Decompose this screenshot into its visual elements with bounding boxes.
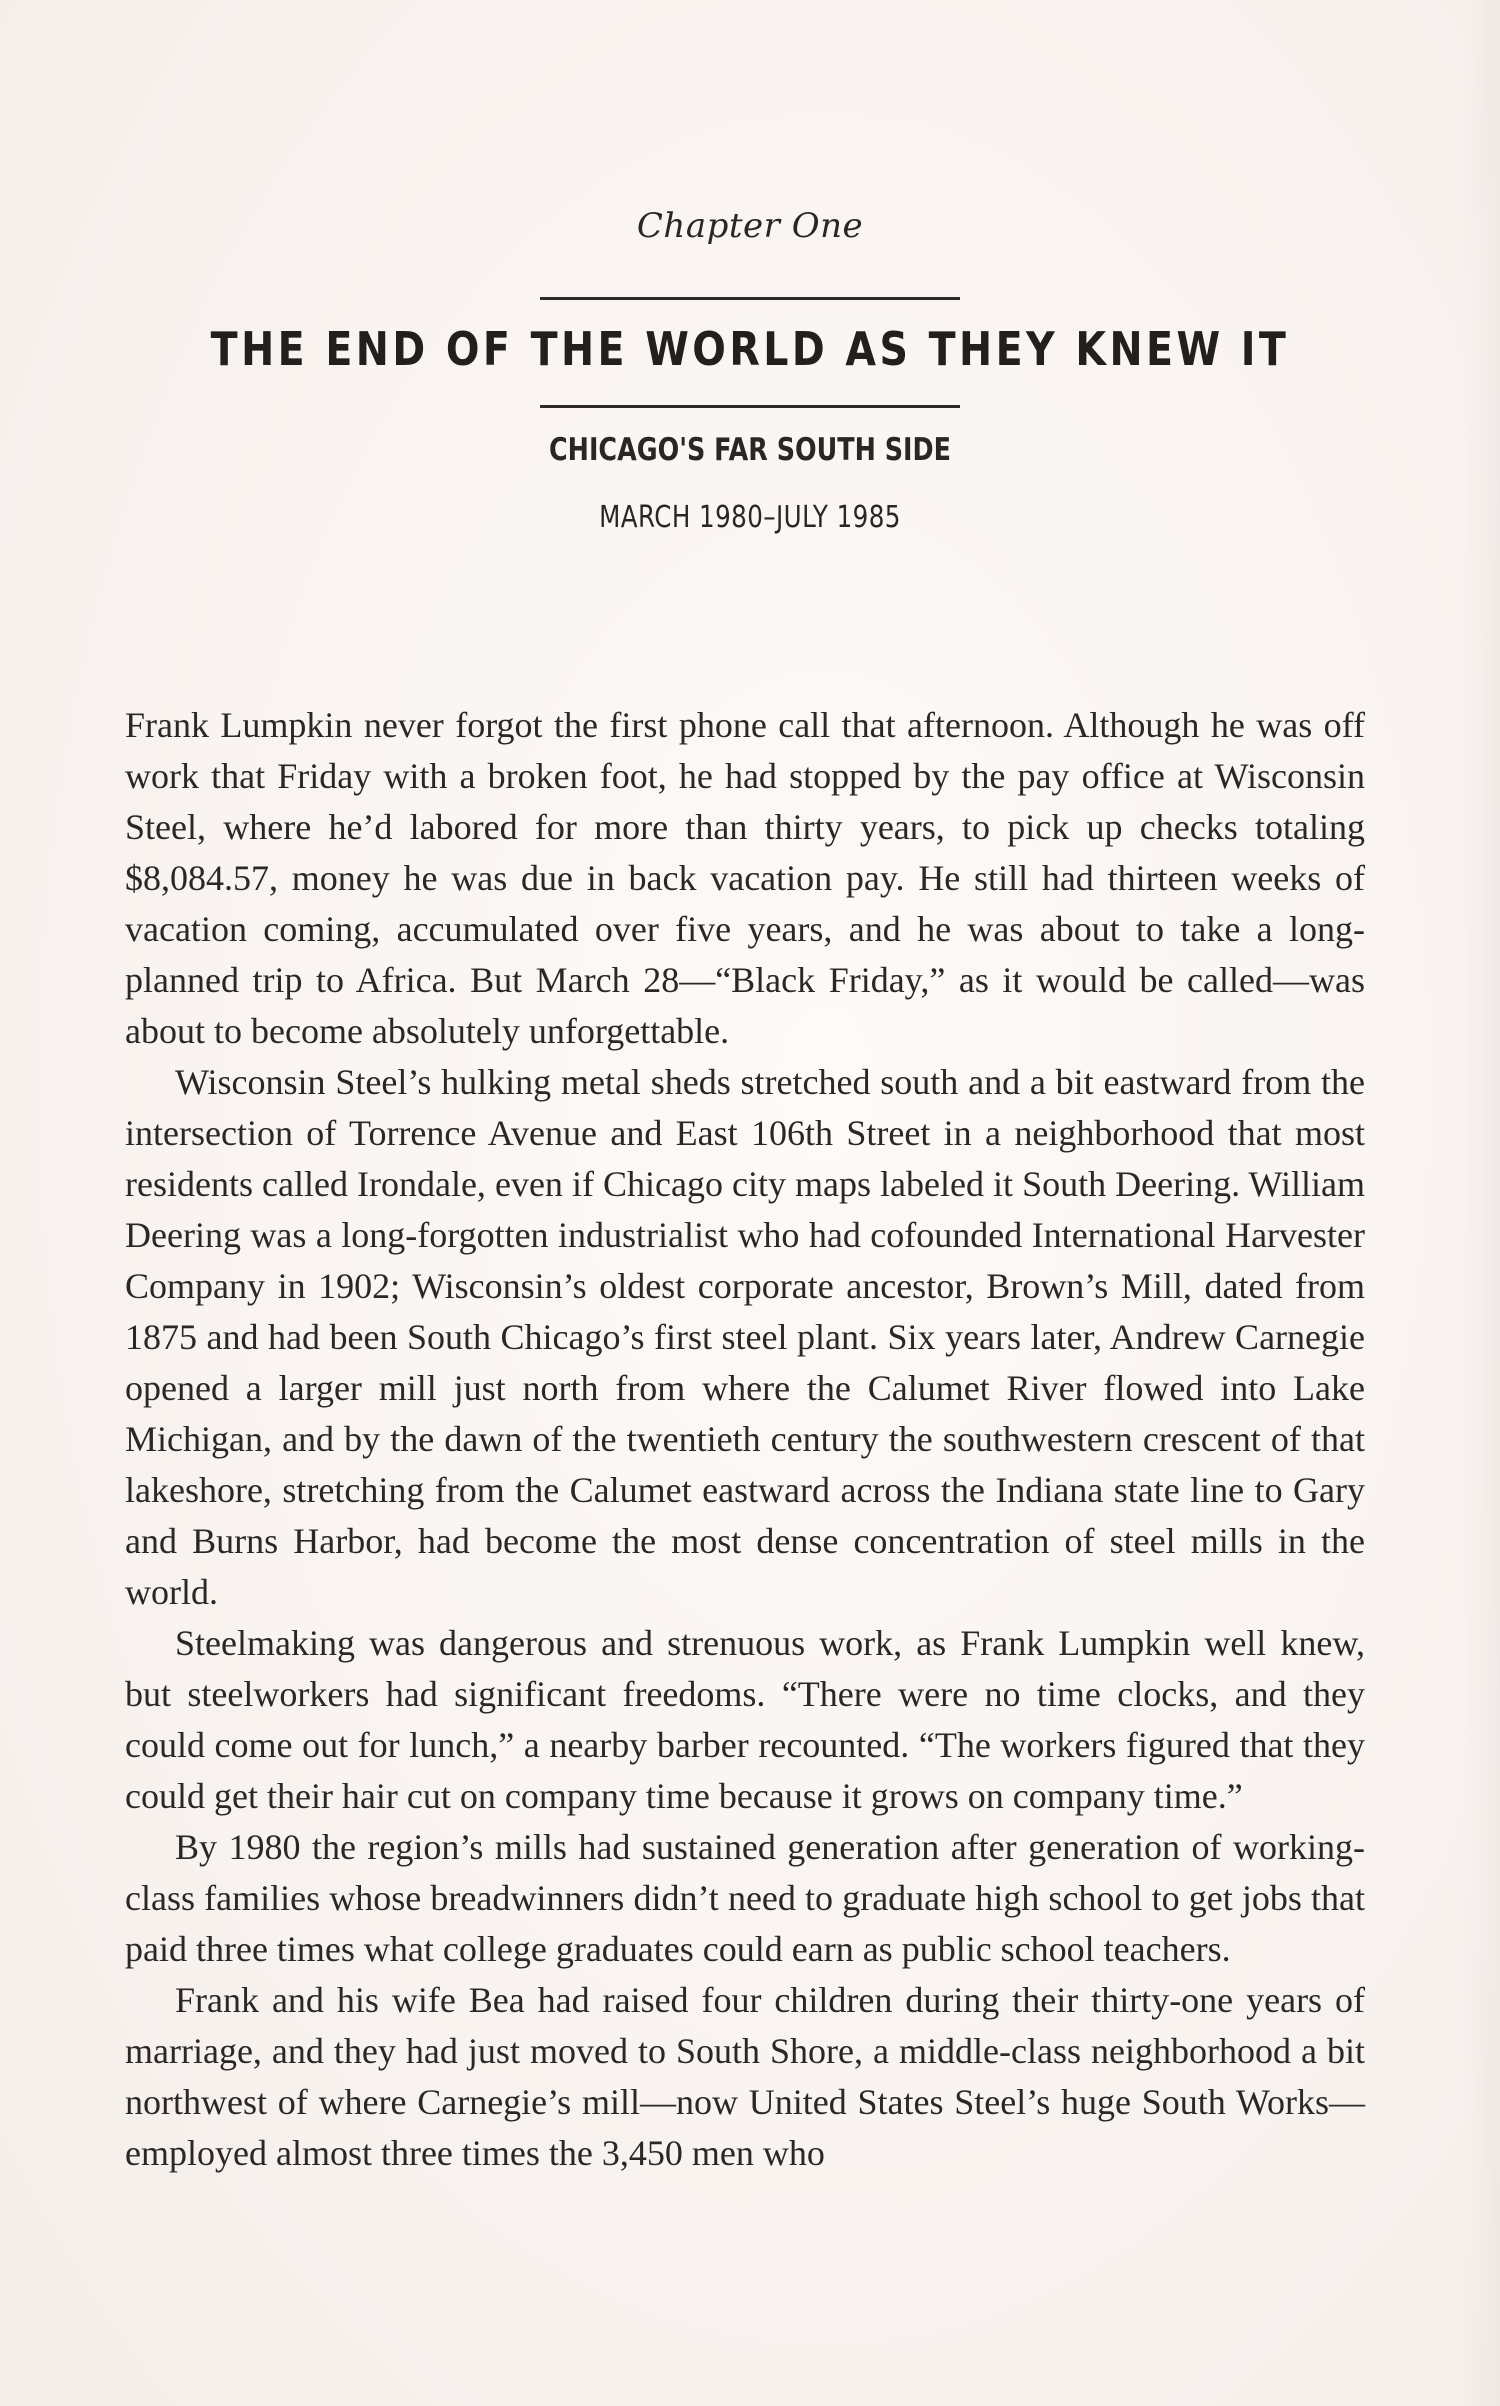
paragraph-1: Frank Lumpkin never forgot the first phone call that afternoon. Although he was off work that Friday with a broken foot, he had stopped by the pay office at Wisconsin Steel, where he’d labored for more than thirty years, to pick up checks totaling $8,084.57, money he was due in back vacation pay. He still had thirteen weeks of vacation coming, accumulated over five years, and he was about to take a long-planned trip to Africa. But March 28—“Black Friday,” as it would be called—was about to become absolutely unforgettable. [125, 705, 1365, 1051]
paragraph-4: By 1980 the region’s mills had sustained generation after generation of working-class families whose breadwinners didn’t need to graduate high school to get jobs that paid three times what college graduates could earn as public school teachers. [125, 1827, 1365, 1969]
chapter-location: CHICAGO'S FAR SOUTH SIDE [549, 432, 951, 468]
paragraph-3: Steelmaking was dangerous and strenuous work, as Frank Lumpkin well knew, but steelworkers had significant freedoms. “There were no time clocks, and they could come out for lunch,” a nearby barber recounted. “The workers figured that they could get their hair cut on company time because it grows on company time.” [125, 1623, 1365, 1816]
page-edge-shadow [1460, 0, 1500, 2406]
paragraph-5: Frank and his wife Bea had raised four children during their thirty-one years of marriage, and they had just moved to South Shore, a middle-class neighborhood a bit northwest of where Carnegie’s mill—now United States Steel’s huge South Works—employed almost three times the 3,450 men who [125, 1980, 1365, 2173]
chapter-label: Chapter One [636, 206, 864, 246]
chapter-dates: MARCH 1980–JULY 1985 [599, 500, 901, 535]
body-text [125, 700, 1365, 2179]
chapter-title: THE END OF THE WORLD AS THEY KNEW IT [210, 322, 1290, 376]
paragraph-2: Wisconsin Steel’s hulking metal sheds stretched south and a bit eastward from the intersection of Torrence Avenue and East 106th Street in a neighborhood that most residents called Irondale, even if Chicago city maps labeled it South Deering. William Deering was a long-forgotten industrialist who had cofounded International Harvester Company in 1902; Wisconsin’s oldest corporate ancestor, Brown’s Mill, dated from 1875 and had been South Chicago’s first steel plant. Six years later, Andrew Carnegie opened a larger mill just north from where the Calumet River flowed into Lake Michigan, and by the dawn of the twentieth century the southwestern crescent of that lakeshore, stretching from the Calumet eastward across the Indiana state line to Gary and Burns Harbor, had become the most dense concentration of steel mills in the world. [125, 1062, 1365, 1612]
title-rule-top [540, 297, 960, 300]
title-rule-bottom [540, 405, 960, 408]
